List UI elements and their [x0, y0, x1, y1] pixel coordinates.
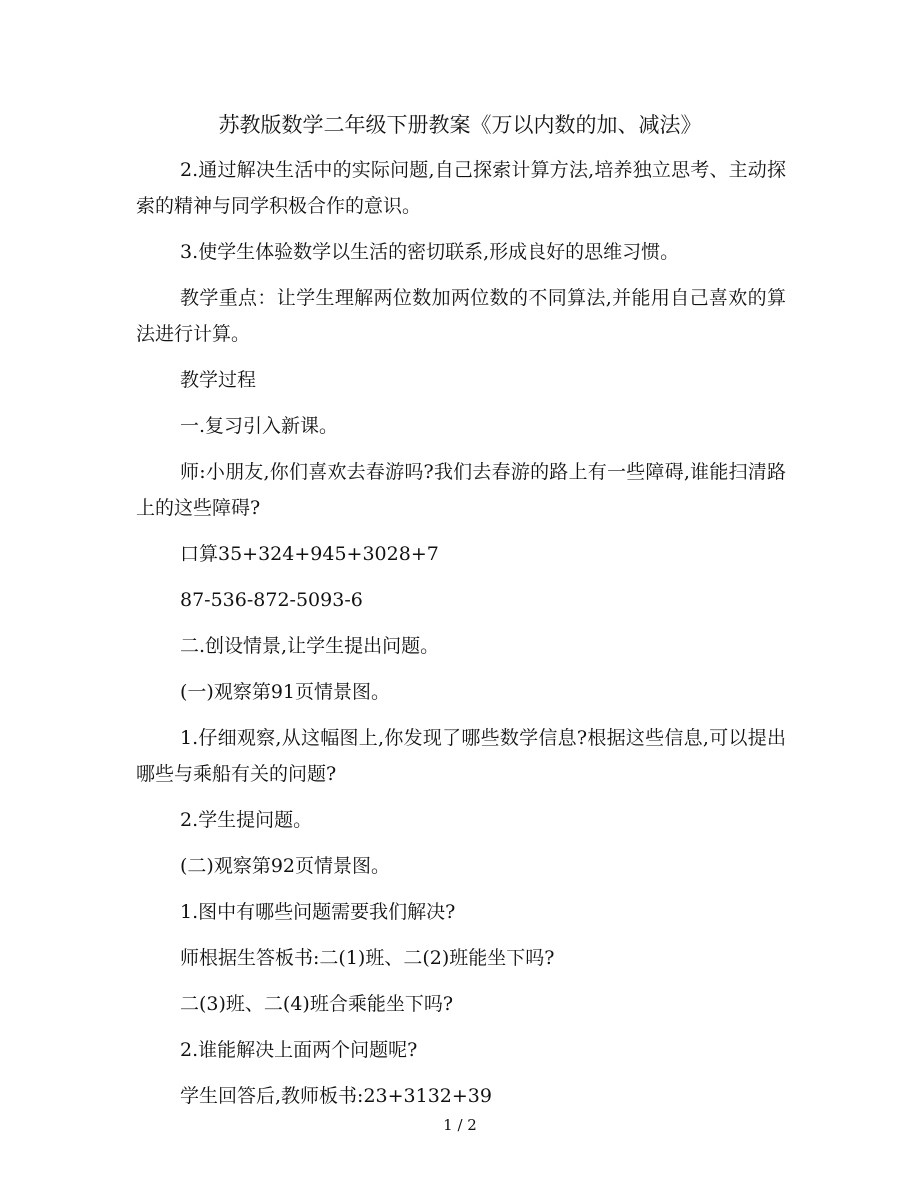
- paragraph: 1.图中有哪些问题需要我们解决?: [180, 901, 456, 923]
- paragraph: 学生回答后,教师板书:23+3132+39: [180, 1085, 492, 1107]
- paragraph: (一)观察第91页情景图。: [180, 681, 391, 703]
- document-title: 苏教版数学二年级下册教案《万以内数的加、减法》: [218, 113, 702, 137]
- page-number: 1 / 2: [443, 1116, 477, 1134]
- paragraph: 师:小朋友,你们喜欢去春游吗?我们去春游的路上有一些障碍,谁能扫清路上的这些障碍?: [136, 461, 786, 519]
- paragraph: 2.谁能解决上面两个问题呢?: [180, 1039, 418, 1061]
- paragraph: 二.创设情景,让学生提出问题。: [180, 635, 440, 657]
- paragraph: 口算35+324+945+3028+7: [180, 543, 439, 565]
- paragraph: 1.仔细观察,从这幅图上,你发现了哪些数学信息?根据这些信息,可以提出哪些与乘船有关的问题?: [136, 727, 786, 785]
- paragraph: 教学重点：让学生理解两位数加两位数的不同算法,并能用自己喜欢的算法进行计算。: [136, 287, 786, 345]
- section-heading: 教学过程: [180, 369, 257, 391]
- paragraph: (二)观察第92页情景图。: [180, 855, 391, 877]
- paragraph: 二(3)班、二(4)班合乘能坐下吗?: [180, 993, 454, 1015]
- paragraph: 2.通过解决生活中的实际问题,自己探索计算方法,培养独立思考、主动探索的精神与同学积极合作的意识。: [136, 159, 786, 217]
- paragraph: 2.学生提问题。: [180, 809, 313, 831]
- paragraph: 一.复习引入新课。: [180, 415, 339, 437]
- document-body: [136, 152, 786, 1124]
- paragraph: 87-536-872-5093-6: [180, 589, 363, 611]
- paragraph: 3.使学生体验数学以生活的密切联系,形成良好的思维习惯。: [180, 241, 680, 263]
- paragraph: 师根据生答板书:二(1)班、二(2)班能坐下吗?: [180, 947, 555, 969]
